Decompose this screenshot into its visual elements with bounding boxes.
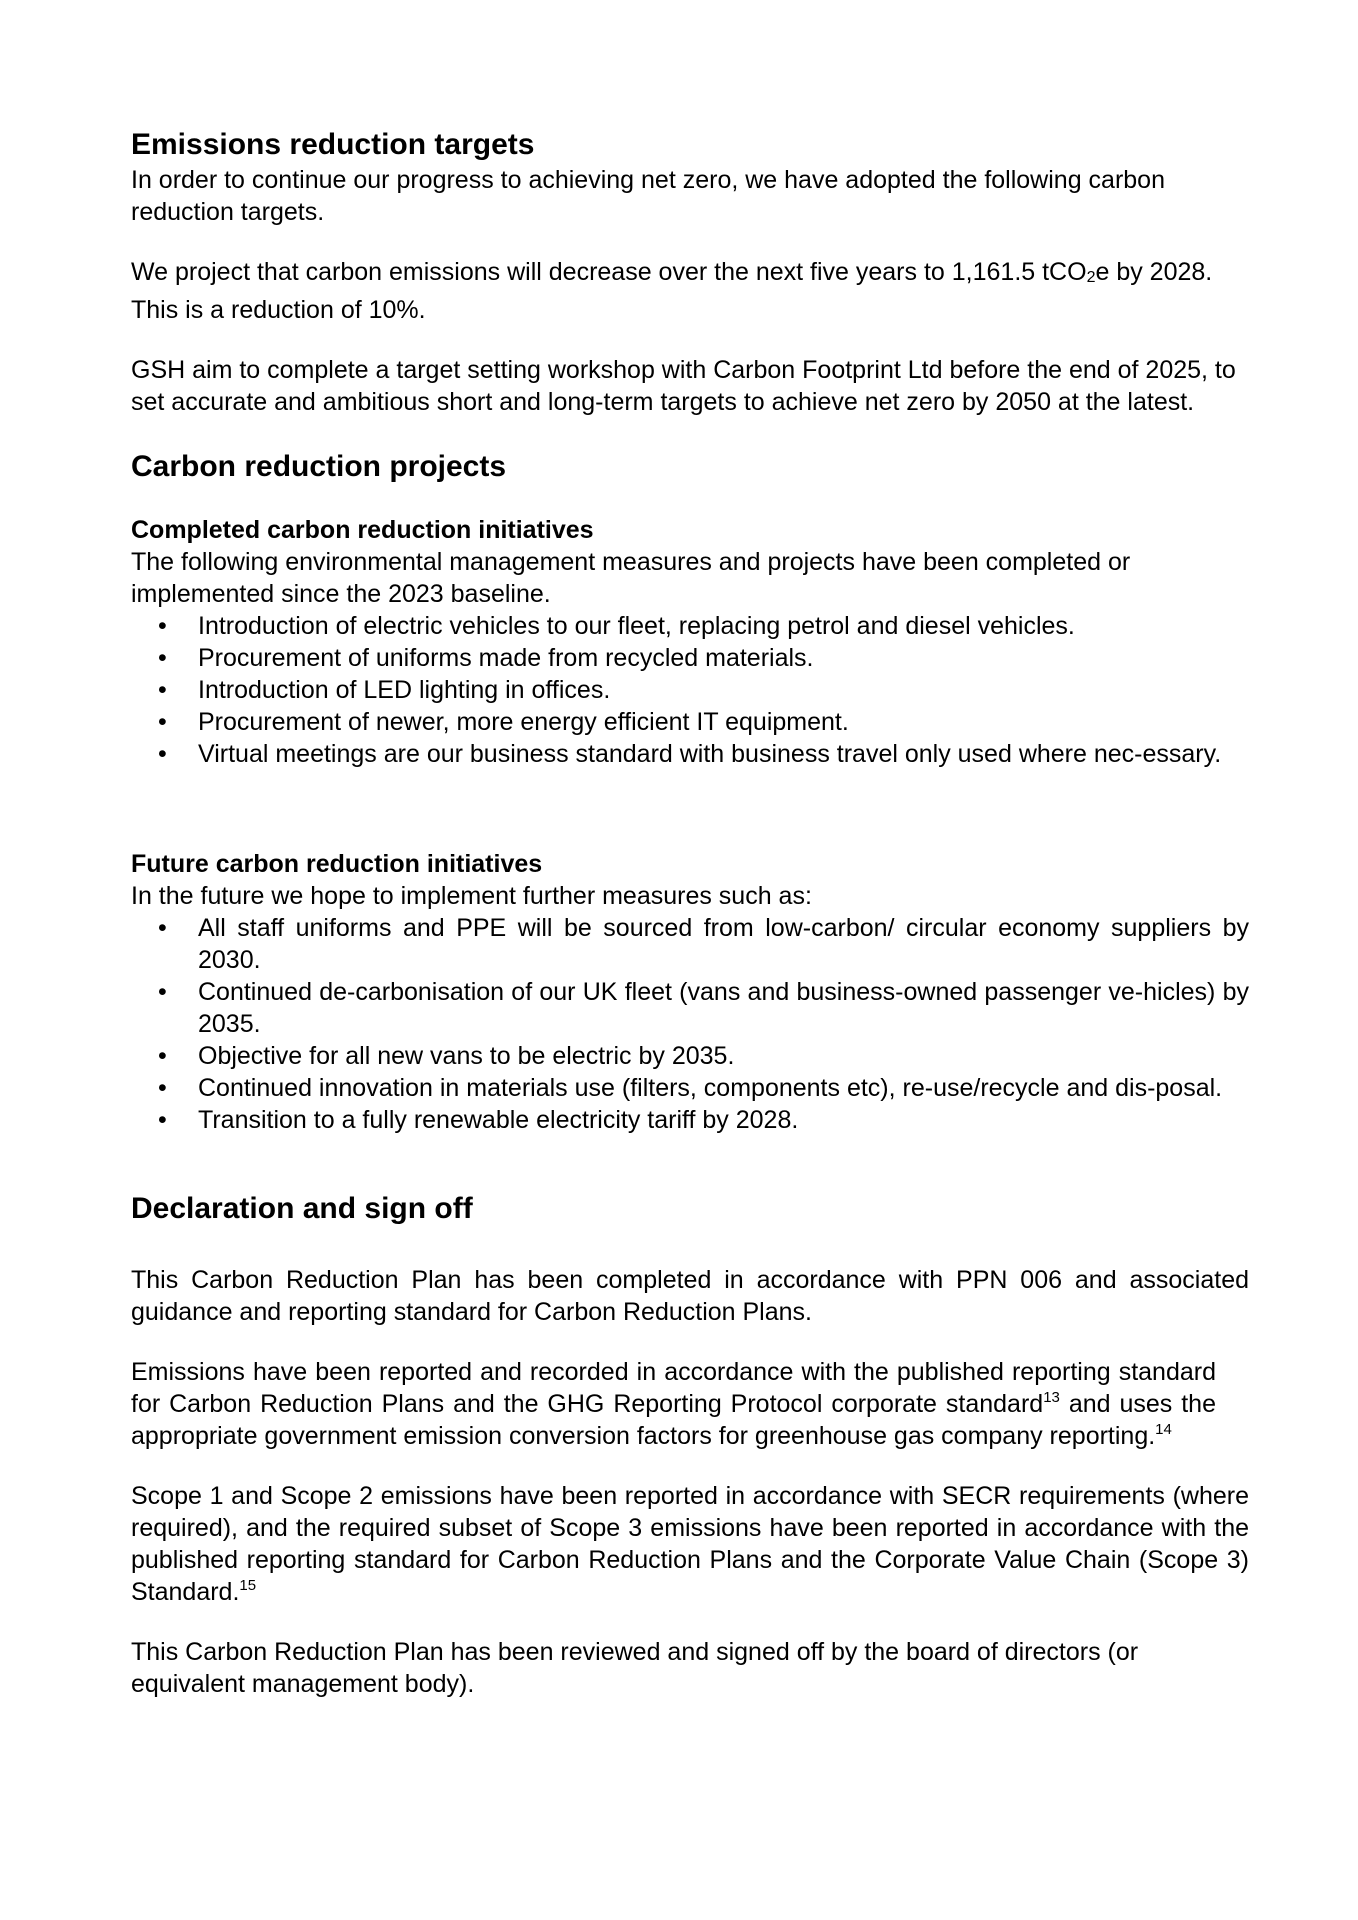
list-item — [131, 1072, 1249, 1104]
projection-subscript: 2 — [1086, 269, 1096, 286]
paragraph-text: Scope 1 and Scope 2 emissions have been reported in accordance with SECR requirements (where required), and the required subset of Scope 3 emissions have been reported in accordance with the published reporting standard for Carbon Reduction Plans and the Corporate Value Chain (Scope 3) Standard. — [131, 1482, 1249, 1606]
future-heading: Future carbon reduction initiatives — [131, 850, 543, 878]
list-item-text: Procurement of uniforms made from recycled materials. — [198, 644, 814, 672]
list-item-text: Virtual meetings are our business standard with business travel only used where nec-essary. — [198, 740, 1222, 768]
list-item — [131, 610, 1249, 642]
list-item — [131, 1040, 1249, 1072]
list-item — [131, 674, 1249, 706]
list-item — [131, 706, 1249, 738]
completed-intro: The following environmental management measures and projects have been completed or implemented since the 2023 baseline. — [131, 548, 1131, 608]
projection-text-end: e by 2028. This is a reduction of 10%. — [131, 258, 1213, 324]
list-item-text: Continued de-carbonisation of our UK fleet (vans and business-owned passenger ve-hicles) by 2035. — [198, 978, 1249, 1038]
bullet-icon: • — [158, 1106, 167, 1134]
future-intro: In the future we hope to implement further measures such as: — [131, 882, 812, 910]
list-item — [131, 976, 1249, 1040]
bullet-icon: • — [158, 740, 167, 768]
footnote-ref-14: 14 — [1155, 1421, 1172, 1438]
list-item — [131, 912, 1249, 976]
completed-heading: Completed carbon reduction initiatives — [131, 516, 594, 544]
bullet-icon: • — [158, 612, 167, 640]
future-list — [131, 912, 1249, 1136]
bullet-icon: • — [158, 1042, 167, 1070]
projection-text: We project that carbon emissions will decrease over the next five years to 1,161.5 tCO — [131, 258, 1087, 286]
paragraph-text: and uses the appropriate government emission conversion factors for greenhouse gas company reporting. — [131, 1390, 1216, 1450]
list-item-text: Continued innovation in materials use (filters, components etc), re-use/recycle and dis-posal. — [198, 1074, 1223, 1102]
bullet-icon: • — [158, 708, 167, 736]
list-item — [131, 738, 1249, 770]
bullet-icon: • — [158, 1074, 167, 1102]
paragraph-text: Emissions have been reported and recorded in accordance with the published reporting standard for Carbon Reduction Plans and the GHG Reporting Protocol corporate standard — [131, 1358, 1216, 1418]
targets-intro: In order to continue our progress to achieving net zero, we have adopted the following carbon reduction targets. — [131, 166, 1165, 226]
declaration-paragraph-3 — [131, 1480, 1249, 1608]
declaration-paragraph-1: This Carbon Reduction Plan has been completed in accordance with PPN 006 and associated guidance and reporting standard for Carbon Reduction Plans. — [131, 1266, 1249, 1326]
footnote-ref-15: 15 — [239, 1577, 257, 1594]
bullet-icon: • — [158, 914, 167, 942]
list-item-text: Introduction of electric vehicles to our fleet, replacing petrol and diesel vehicles. — [198, 612, 1075, 640]
bullet-icon: • — [158, 978, 167, 1006]
list-item-text: Procurement of newer, more energy efficient IT equipment. — [198, 708, 849, 736]
targets-workshop: GSH aim to complete a target setting workshop with Carbon Footprint Ltd before the end of 2025, to set accurate and ambitious short and long-term targets to achieve net zero by 2050 at the latest. — [131, 356, 1236, 416]
footnote-ref-13: 13 — [1043, 1389, 1060, 1406]
declaration-paragraph-2 — [131, 1356, 1216, 1452]
page-content — [131, 126, 1249, 1700]
targets-heading: Emissions reduction targets — [131, 128, 535, 161]
list-item — [131, 1104, 1249, 1136]
list-item-text: Objective for all new vans to be electric by 2035. — [198, 1042, 735, 1070]
list-item-text: Introduction of LED lighting in offices. — [198, 676, 611, 704]
declaration-paragraph-4: This Carbon Reduction Plan has been reviewed and signed off by the board of directors (or equivalent management body). — [131, 1638, 1139, 1698]
targets-projection — [131, 256, 1249, 326]
bullet-icon: • — [158, 676, 167, 704]
projects-heading: Carbon reduction projects — [131, 450, 507, 483]
list-item — [131, 642, 1249, 674]
completed-list — [131, 610, 1249, 770]
list-item-text: All staff uniforms and PPE will be sourced from low-carbon/ circular economy suppliers by 2030. — [198, 914, 1249, 974]
bullet-icon: • — [158, 644, 167, 672]
declaration-heading: Declaration and sign off — [131, 1192, 473, 1225]
list-item-text: Transition to a fully renewable electricity tariff by 2028. — [198, 1106, 799, 1134]
